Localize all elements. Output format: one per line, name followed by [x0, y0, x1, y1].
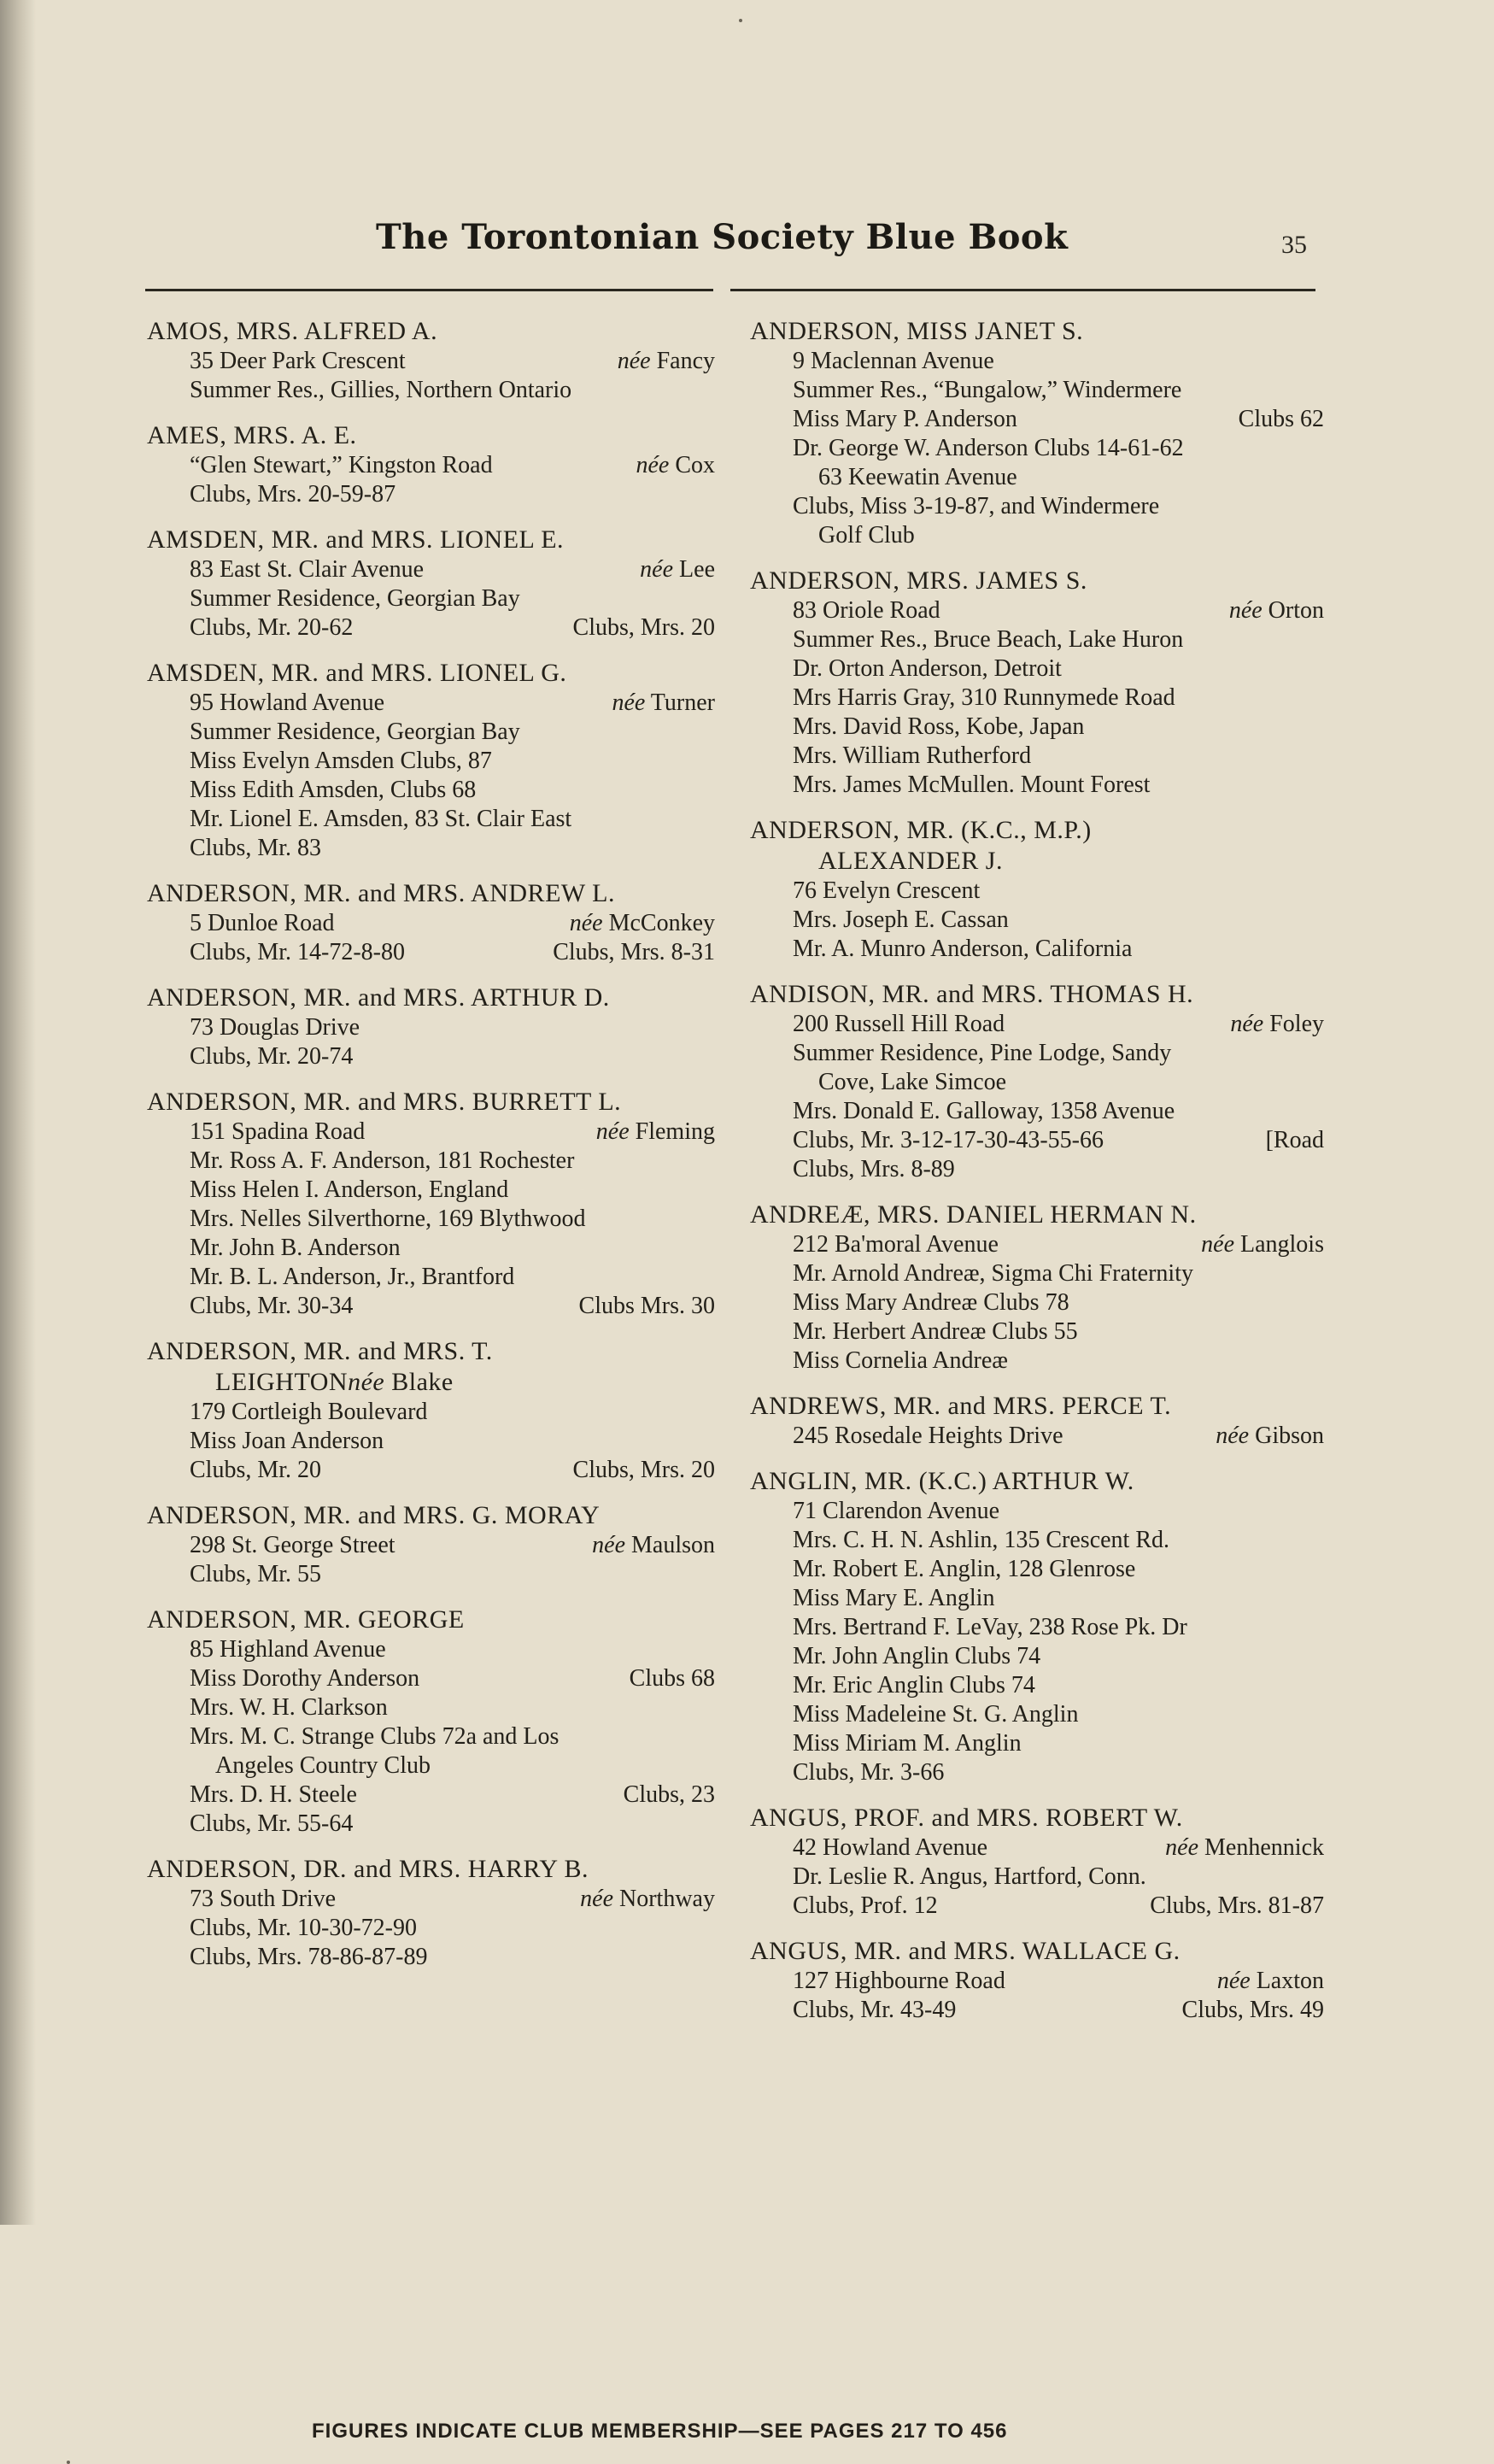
entry-detail-text: Summer Res., Bruce Beach, Lake Huron	[793, 626, 1184, 653]
entry-detail-line	[147, 1456, 715, 1485]
entry-detail-line	[750, 596, 1324, 625]
entry-detail-right-text: née Lee	[640, 556, 715, 583]
entry-detail-text: Clubs, Mr. 10-30-72-90	[190, 1915, 417, 1941]
entry-detail-line	[147, 718, 715, 747]
entry-detail-line	[147, 1810, 715, 1839]
entry-detail-text: Summer Residence, Pine Lodge, Sandy	[793, 1040, 1172, 1066]
header-rule-left	[145, 289, 713, 291]
entry-detail-right-text: Clubs, 23	[623, 1781, 715, 1808]
entry-detail-line	[147, 1292, 715, 1321]
entry-detail-text: Mrs. D. H. Steele	[190, 1781, 357, 1808]
entry-name: ANDERSON, MR. and MRS. G. MORAY	[147, 1501, 601, 1529]
entry-detail-text: 179 Cortleigh Boulevard	[190, 1399, 428, 1425]
entry-detail-line	[750, 1259, 1324, 1288]
entry-detail-text: Mr. A. Munro Anderson, California	[793, 936, 1133, 962]
entry-name: ANGUS, PROF. and MRS. ROBERT W.	[750, 1804, 1183, 1832]
entry-detail-text: 95 Howland Avenue	[190, 689, 385, 716]
entry-detail-line	[147, 347, 715, 376]
entry-detail-text: 73 South Drive	[190, 1886, 337, 1912]
directory-entry	[147, 316, 715, 405]
entry-detail-text: 63 Keewatin Avenue	[818, 464, 1017, 490]
entry-name: ANDERSON, MR. and MRS. BURRETT L.	[147, 1088, 622, 1116]
entry-detail-text: 151 Spadina Road	[190, 1118, 366, 1145]
entry-detail-text: Summer Res., “Bungalow,” Windermere	[793, 377, 1182, 403]
entry-detail-line	[750, 347, 1324, 376]
entry-detail-line	[750, 846, 1324, 877]
entry-name: ANDERSON, MR. (K.C., M.P.)	[750, 816, 1092, 844]
directory-entry	[750, 1466, 1324, 1787]
entry-detail-text: Miss Mary P. Anderson	[793, 406, 1017, 432]
entry-detail-line	[750, 521, 1324, 550]
entry-name: ANGLIN, MR. (K.C.) ARTHUR W.	[750, 1467, 1134, 1495]
entry-detail-text: Clubs, Mr. 20-62	[190, 614, 354, 641]
entry-detail-line	[750, 742, 1324, 771]
entry-detail-line	[750, 906, 1324, 935]
entry-detail-line	[147, 1531, 715, 1560]
entry-detail-text: Dr. Leslie R. Angus, Hartford, Conn.	[793, 1863, 1146, 1890]
entry-detail-text: Clubs, Mrs. 78-86-87-89	[190, 1944, 428, 1970]
entry-detail-line	[147, 1398, 715, 1427]
paper-speck	[67, 2461, 70, 2464]
entry-name: ANDERSON, MISS JANET S.	[750, 317, 1084, 345]
entry-detail-line	[147, 480, 715, 509]
entry-detail-right-text: née Laxton	[1216, 1968, 1324, 1994]
entry-name: ANDERSON, MR. and MRS. ANDREW L.	[147, 879, 615, 907]
page-number: 35	[1281, 231, 1307, 259]
entry-detail-line	[147, 1263, 715, 1292]
entry-detail-text: ALEXANDER J.	[818, 847, 1003, 875]
entry-name: AMOS, MRS. ALFRED A.	[147, 317, 438, 345]
entry-detail-right-text: [Road	[1265, 1127, 1324, 1153]
entry-detail-line	[147, 613, 715, 642]
directory-entry	[147, 420, 715, 509]
right-column	[750, 316, 1324, 2040]
directory-entry	[750, 979, 1324, 1184]
directory-entry	[750, 1936, 1324, 2025]
entry-detail-line	[147, 1176, 715, 1205]
entry-name: ANDREÆ, MRS. DANIEL HERMAN N.	[750, 1200, 1197, 1229]
paper-speck	[739, 19, 742, 22]
entry-name: ANDERSON, MR. and MRS. T.	[147, 1337, 493, 1365]
entry-detail-line	[750, 1039, 1324, 1068]
entry-detail-line	[750, 1497, 1324, 1526]
entry-detail-text: Mr. Lionel E. Amsden, 83 St. Clair East	[190, 806, 572, 832]
entry-detail-line	[750, 713, 1324, 742]
entry-detail-text: Miss Edith Amsden, Clubs 68	[190, 777, 477, 803]
entry-detail-text: Clubs, Mr. 30-34	[190, 1293, 354, 1319]
entry-detail-text: “Glen Stewart,” Kingston Road	[190, 452, 493, 478]
entry-detail-line	[147, 909, 715, 938]
entry-detail-text: 73 Douglas Drive	[190, 1014, 360, 1041]
entry-detail-line	[750, 1422, 1324, 1451]
entry-detail-text: 85 Highland Avenue	[190, 1636, 386, 1663]
entry-detail-right-text: née Northway	[580, 1886, 715, 1912]
directory-entry	[147, 983, 715, 1071]
entry-detail-line	[750, 376, 1324, 405]
directory-entry	[147, 1087, 715, 1321]
entry-detail-text: Miss Mary E. Anglin	[793, 1585, 995, 1611]
entry-detail-line	[147, 1367, 715, 1398]
entry-detail-text: Angeles Country Club	[215, 1752, 431, 1779]
entry-detail-line	[147, 1664, 715, 1693]
entry-detail-text: Clubs, Mr. 14-72-8-80	[190, 939, 405, 965]
entry-detail-text: Clubs, Prof. 12	[793, 1892, 938, 1919]
entry-detail-text: Miss Joan Anderson	[190, 1428, 384, 1454]
entry-detail-line	[750, 1097, 1324, 1126]
entry-detail-text: 35 Deer Park Crescent	[190, 348, 406, 374]
entry-detail-text: Miss Evelyn Amsden Clubs, 87	[190, 748, 492, 774]
entry-detail-text: Summer Residence, Georgian Bay	[190, 585, 520, 612]
entry-detail-line	[147, 1914, 715, 1943]
directory-entry	[750, 566, 1324, 800]
entry-detail-line	[147, 1560, 715, 1589]
directory-entry	[750, 1803, 1324, 1921]
entry-name: AMSDEN, MR. and MRS. LIONEL G.	[147, 659, 567, 687]
entry-detail-text: Summer Res., Gillies, Northern Ontario	[190, 377, 572, 403]
entry-detail-right-text: née Fleming	[595, 1118, 715, 1145]
entry-detail-line	[147, 555, 715, 584]
page-gutter-shadow	[0, 0, 36, 2225]
entry-detail-line	[147, 1943, 715, 1972]
entry-detail-right-text: Clubs, Mrs. 20	[572, 614, 715, 641]
entry-detail-line	[147, 376, 715, 405]
entry-detail-text: 5 Dunloe Road	[190, 910, 335, 936]
entry-detail-line	[750, 1010, 1324, 1039]
entry-detail-right-text: née Turner	[612, 689, 715, 716]
entry-detail-text: Mrs Harris Gray, 310 Runnymede Road	[793, 684, 1175, 711]
entry-detail-text: Clubs, Mr. 55	[190, 1561, 322, 1587]
entry-detail-text: Cove, Lake Simcoe	[818, 1069, 1007, 1095]
entry-detail-line	[750, 1613, 1324, 1642]
entry-detail-line	[147, 1427, 715, 1456]
entry-detail-text: Miss Madeleine St. G. Anglin	[793, 1701, 1079, 1728]
entry-detail-text: Mrs. William Rutherford	[793, 742, 1032, 769]
entry-detail-text: 71 Clarendon Avenue	[793, 1498, 1000, 1524]
entry-detail-right-text: née Maulson	[592, 1532, 715, 1558]
directory-entry	[147, 1854, 715, 1972]
entry-detail-line	[147, 776, 715, 805]
entry-detail-line	[750, 625, 1324, 654]
entry-detail-text: Mrs. Bertrand F. LeVay, 238 Rose Pk. Dr	[793, 1614, 1187, 1640]
entry-detail-line	[750, 1996, 1324, 2025]
directory-entry	[750, 1200, 1324, 1376]
entry-detail-text: 200 Russell Hill Road	[793, 1011, 1005, 1037]
entry-detail-line	[147, 747, 715, 776]
entry-detail-line	[147, 1722, 715, 1751]
entry-detail-line	[750, 1863, 1324, 1892]
entry-detail-line	[147, 1693, 715, 1722]
entry-detail-line	[750, 1729, 1324, 1758]
entry-detail-line	[147, 1013, 715, 1042]
entry-detail-text: Mr. Ross A. F. Anderson, 181 Rochester	[190, 1147, 575, 1174]
entry-detail-line	[750, 1346, 1324, 1376]
entry-detail-line	[750, 877, 1324, 906]
entry-detail-text: Clubs, Mr. 3-12-17-30-43-55-66	[793, 1127, 1104, 1153]
entry-detail-right-text: née Blake	[348, 1368, 454, 1396]
entry-detail-right-text: née Cox	[636, 452, 715, 478]
entry-name: ANDERSON, DR. and MRS. HARRY B.	[147, 1855, 589, 1883]
entry-detail-line	[147, 689, 715, 718]
entry-detail-text: Summer Residence, Georgian Bay	[190, 719, 520, 745]
running-head-title: The Torontonian Society Blue Book	[376, 217, 1069, 257]
entry-detail-line	[750, 1526, 1324, 1555]
entry-detail-text: Mr. Robert E. Anglin, 128 Glenrose	[793, 1556, 1136, 1582]
entry-name: ANDERSON, MRS. JAMES S.	[750, 566, 1087, 595]
entry-detail-line	[750, 1317, 1324, 1346]
entry-detail-line	[750, 492, 1324, 521]
entry-detail-text: Clubs, Mrs. 8-89	[793, 1156, 955, 1182]
entry-detail-text: Clubs, Mr. 20	[190, 1457, 322, 1483]
entry-detail-text: 127 Highbourne Road	[793, 1968, 1005, 1994]
entry-name: AMES, MRS. A. E.	[147, 421, 357, 449]
entry-detail-line	[750, 1584, 1324, 1613]
directory-entry	[750, 316, 1324, 550]
entry-name: ANDERSON, MR. GEORGE	[147, 1605, 465, 1634]
entry-detail-right-text: née Fancy	[617, 348, 715, 374]
header-rule-right	[730, 289, 1315, 291]
entry-detail-text: Clubs, Mr. 20-74	[190, 1043, 354, 1070]
entry-detail-line	[147, 1885, 715, 1914]
entry-detail-line	[147, 451, 715, 480]
directory-entry	[147, 1336, 715, 1485]
entry-detail-text: Miss Mary Andreæ Clubs 78	[793, 1289, 1069, 1316]
entry-detail-right-text: Clubs Mrs. 30	[578, 1293, 715, 1319]
entry-detail-text: 76 Evelyn Crescent	[793, 877, 981, 904]
entry-detail-text: 212 Ba'moral Avenue	[793, 1231, 999, 1258]
entry-detail-right-text: née Gibson	[1216, 1423, 1324, 1449]
entry-detail-right-text: née McConkey	[569, 910, 715, 936]
entry-detail-line	[750, 1671, 1324, 1700]
entry-detail-text: Mrs. C. H. N. Ashlin, 135 Crescent Rd.	[793, 1527, 1169, 1553]
entry-detail-right-text: née Langlois	[1201, 1231, 1324, 1258]
entry-detail-text: Clubs, Mr. 55-64	[190, 1810, 354, 1837]
entry-detail-text: Mr. Arnold Andreæ, Sigma Chi Fraternity	[793, 1260, 1193, 1287]
entry-detail-right-text: Clubs, Mrs. 49	[1181, 1997, 1324, 2023]
entry-detail-line	[147, 1118, 715, 1147]
entry-detail-text: Clubs, Miss 3-19-87, and Windermere	[793, 493, 1160, 519]
entry-detail-line	[750, 1967, 1324, 1996]
entry-detail-text: Mrs. Donald E. Galloway, 1358 Avenue	[793, 1098, 1175, 1124]
entry-detail-line	[147, 1205, 715, 1234]
entry-detail-text: Dr. Orton Anderson, Detroit	[793, 655, 1062, 682]
entry-detail-text: Mr. John B. Anderson	[190, 1235, 401, 1261]
entry-detail-text: Clubs, Mrs. 20-59-87	[190, 481, 396, 507]
entry-detail-text: Mrs. Nelles Silverthorne, 169 Blythwood	[190, 1206, 586, 1232]
directory-entry	[147, 658, 715, 863]
entry-detail-text: Miss Cornelia Andreæ	[793, 1347, 1008, 1374]
entry-detail-right-text: Clubs 68	[629, 1665, 715, 1692]
entry-name: ANDREWS, MR. and MRS. PERCE T.	[750, 1392, 1172, 1420]
entry-detail-line	[147, 1781, 715, 1810]
entry-name: ANDISON, MR. and MRS. THOMAS H.	[750, 980, 1194, 1008]
entry-detail-line	[750, 935, 1324, 964]
entry-detail-line	[750, 1642, 1324, 1671]
entry-detail-line	[147, 584, 715, 613]
entry-detail-line	[750, 683, 1324, 713]
entry-detail-line	[147, 1751, 715, 1781]
entry-detail-line	[750, 771, 1324, 800]
entry-detail-text: 245 Rosedale Heights Drive	[793, 1423, 1063, 1449]
entry-detail-text: Miss Helen I. Anderson, England	[190, 1176, 509, 1203]
entry-detail-text: Miss Miriam M. Anglin	[793, 1730, 1022, 1757]
book-page	[128, 0, 1324, 2225]
entry-detail-line	[750, 434, 1324, 463]
entry-detail-text: Mrs. M. C. Strange Clubs 72a and Los	[190, 1723, 560, 1750]
footer-note: FIGURES INDICATE CLUB MEMBERSHIP—SEE PAGES 217 TO 456	[312, 2420, 1008, 2443]
entry-detail-line	[750, 405, 1324, 434]
entry-name: ANGUS, MR. and MRS. WALLACE G.	[750, 1937, 1181, 1965]
directory-entry	[147, 1500, 715, 1589]
entry-detail-text: LEIGHTON	[215, 1368, 349, 1396]
entry-detail-text: 9 Maclennan Avenue	[793, 348, 994, 374]
entry-detail-text: Clubs, Mr. 43-49	[793, 1997, 957, 2023]
entry-detail-line	[147, 805, 715, 834]
entry-detail-line	[147, 1147, 715, 1176]
entry-detail-line	[750, 654, 1324, 683]
entry-detail-right-text: née Foley	[1230, 1011, 1324, 1037]
left-column	[147, 316, 715, 1987]
entry-detail-text: Mr. John Anglin Clubs 74	[793, 1643, 1041, 1669]
entry-detail-line	[147, 1042, 715, 1071]
entry-detail-text: Clubs, Mr. 83	[190, 835, 322, 861]
entry-detail-right-text: Clubs 62	[1238, 406, 1324, 432]
entry-detail-text: 298 St. George Street	[190, 1532, 395, 1558]
entry-detail-text: Mrs. W. H. Clarkson	[190, 1694, 388, 1721]
entry-detail-text: Golf Club	[818, 522, 915, 549]
entry-detail-line	[750, 1288, 1324, 1317]
entry-detail-text: Miss Dorothy Anderson	[190, 1665, 420, 1692]
directory-entry	[147, 878, 715, 967]
entry-detail-text: 83 East St. Clair Avenue	[190, 556, 424, 583]
entry-detail-right-text: née Orton	[1228, 597, 1324, 624]
entry-detail-line	[147, 1234, 715, 1263]
entry-detail-text: Mrs. David Ross, Kobe, Japan	[793, 713, 1085, 740]
entry-detail-text: 42 Howland Avenue	[793, 1834, 988, 1861]
entry-detail-line	[147, 834, 715, 863]
entry-name: ANDERSON, MR. and MRS. ARTHUR D.	[147, 983, 610, 1012]
entry-detail-line	[750, 463, 1324, 492]
entry-detail-text: Mrs. Joseph E. Cassan	[793, 906, 1009, 933]
entry-detail-right-text: Clubs, Mrs. 20	[572, 1457, 715, 1483]
entry-detail-text: Mrs. James McMullen. Mount Forest	[793, 771, 1151, 798]
entry-detail-line	[750, 1555, 1324, 1584]
entry-detail-line	[750, 1700, 1324, 1729]
entry-detail-line	[750, 1155, 1324, 1184]
directory-entry	[147, 1605, 715, 1839]
directory-entry	[750, 1391, 1324, 1451]
entry-detail-text: Mr. Herbert Andreæ Clubs 55	[793, 1318, 1078, 1345]
entry-detail-line	[750, 1833, 1324, 1863]
entry-name: AMSDEN, MR. and MRS. LIONEL E.	[147, 525, 565, 554]
entry-detail-line	[750, 1068, 1324, 1097]
entry-detail-text: Mr. B. L. Anderson, Jr., Brantford	[190, 1264, 515, 1290]
entry-detail-line	[750, 1230, 1324, 1259]
entry-detail-right-text: Clubs, Mrs. 81-87	[1150, 1892, 1324, 1919]
entry-detail-right-text: née Menhennick	[1165, 1834, 1324, 1861]
entry-detail-right-text: Clubs, Mrs. 8-31	[553, 939, 715, 965]
entry-detail-line	[750, 1758, 1324, 1787]
entry-detail-text: Clubs, Mr. 3-66	[793, 1759, 945, 1786]
entry-detail-text: Mr. Eric Anglin Clubs 74	[793, 1672, 1035, 1698]
directory-entry	[750, 815, 1324, 964]
entry-detail-line	[750, 1126, 1324, 1155]
directory-entry	[147, 525, 715, 642]
entry-detail-text: Dr. George W. Anderson Clubs 14-61-62	[793, 435, 1184, 461]
entry-detail-line	[750, 1892, 1324, 1921]
entry-detail-line	[147, 1635, 715, 1664]
entry-detail-text: 83 Oriole Road	[793, 597, 940, 624]
entry-detail-line	[147, 938, 715, 967]
